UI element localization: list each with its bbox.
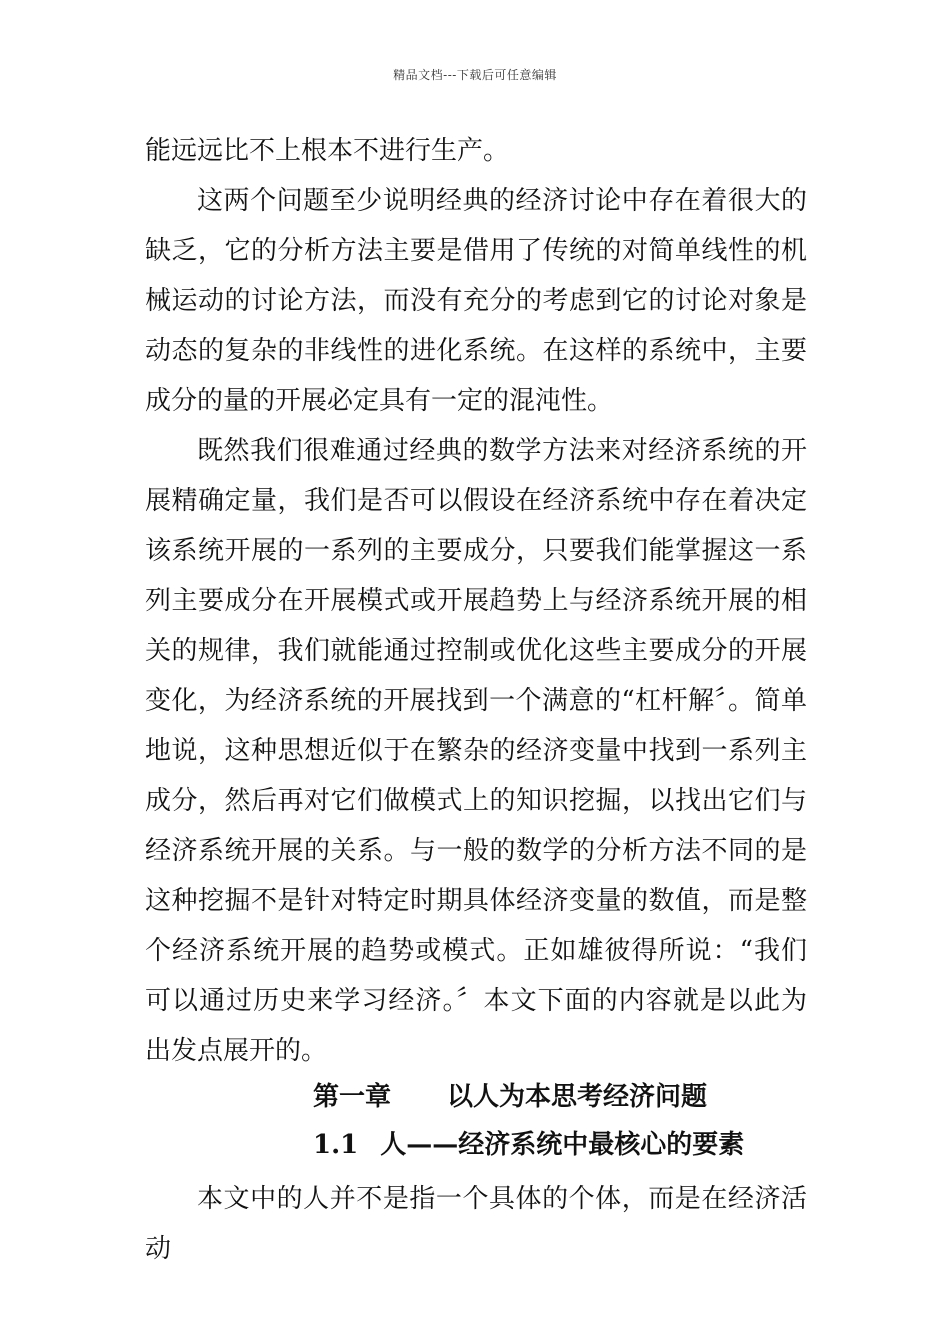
paragraph-main-components: 既然我们很难通过经典的数学方法来对经济系统的开展精确定量，我们是否可以假设在经济系统中存在着决定该系统开展的一系列的主要成分，只要我们能掌握这一系列主要成分在开展模式或开展趋势上与经济系统开展的相关的规律，我们就能通过控制或优化这些主要成分的开展变化，为经济系统的开展找到一个满意的“杠杆解〞。简单地说，这种思想近似于在繁杂的经济变量中找到一系列主成分，然后再对它们做模式上的知识挖掘，以找出它们与经济系统开展的关系。与一般的数学的分析方法不同的是这种挖掘不是针对特定时期具体经济变量的数值，而是整个经济系统开展的趋势或模式。正如雄彼得所说：“我们可以通过历史来学习经济。〞本文下面的内容就是以此为出发点展开的。 — [145, 436, 807, 1066]
body-text-continued — [145, 1174, 807, 1274]
section-title: 人——经济系统中最核心的要素 — [380, 1130, 745, 1160]
paragraph-problems-summary: 这两个问题至少说明经典的经济讨论中存在着很大的缺乏，它的分析方法主要是借用了传统的对简单线性的机械运动的讨论方法，而没有充分的考虑到它的讨论对象是动态的复杂的非线性的进化系统。在这样的系统中，主要成分的量的开展必定具有一定的混沌性。 — [145, 186, 807, 416]
chapter-heading — [313, 1082, 707, 1112]
paragraph-person-definition: 本文中的人并不是指一个具体的个体，而是在经济活动 — [145, 1184, 807, 1264]
paragraph-continuation: 能远远比不上根本不进行生产。 — [145, 136, 510, 166]
chapter-label: 第一章 — [313, 1082, 392, 1112]
page-header: 精品文档---下载后可任意编辑 — [393, 68, 557, 82]
section-heading — [313, 1130, 744, 1160]
body-text — [145, 126, 807, 1076]
chapter-title: 以人为本思考经济问题 — [447, 1082, 708, 1112]
section-number: 1.1 — [313, 1130, 359, 1160]
